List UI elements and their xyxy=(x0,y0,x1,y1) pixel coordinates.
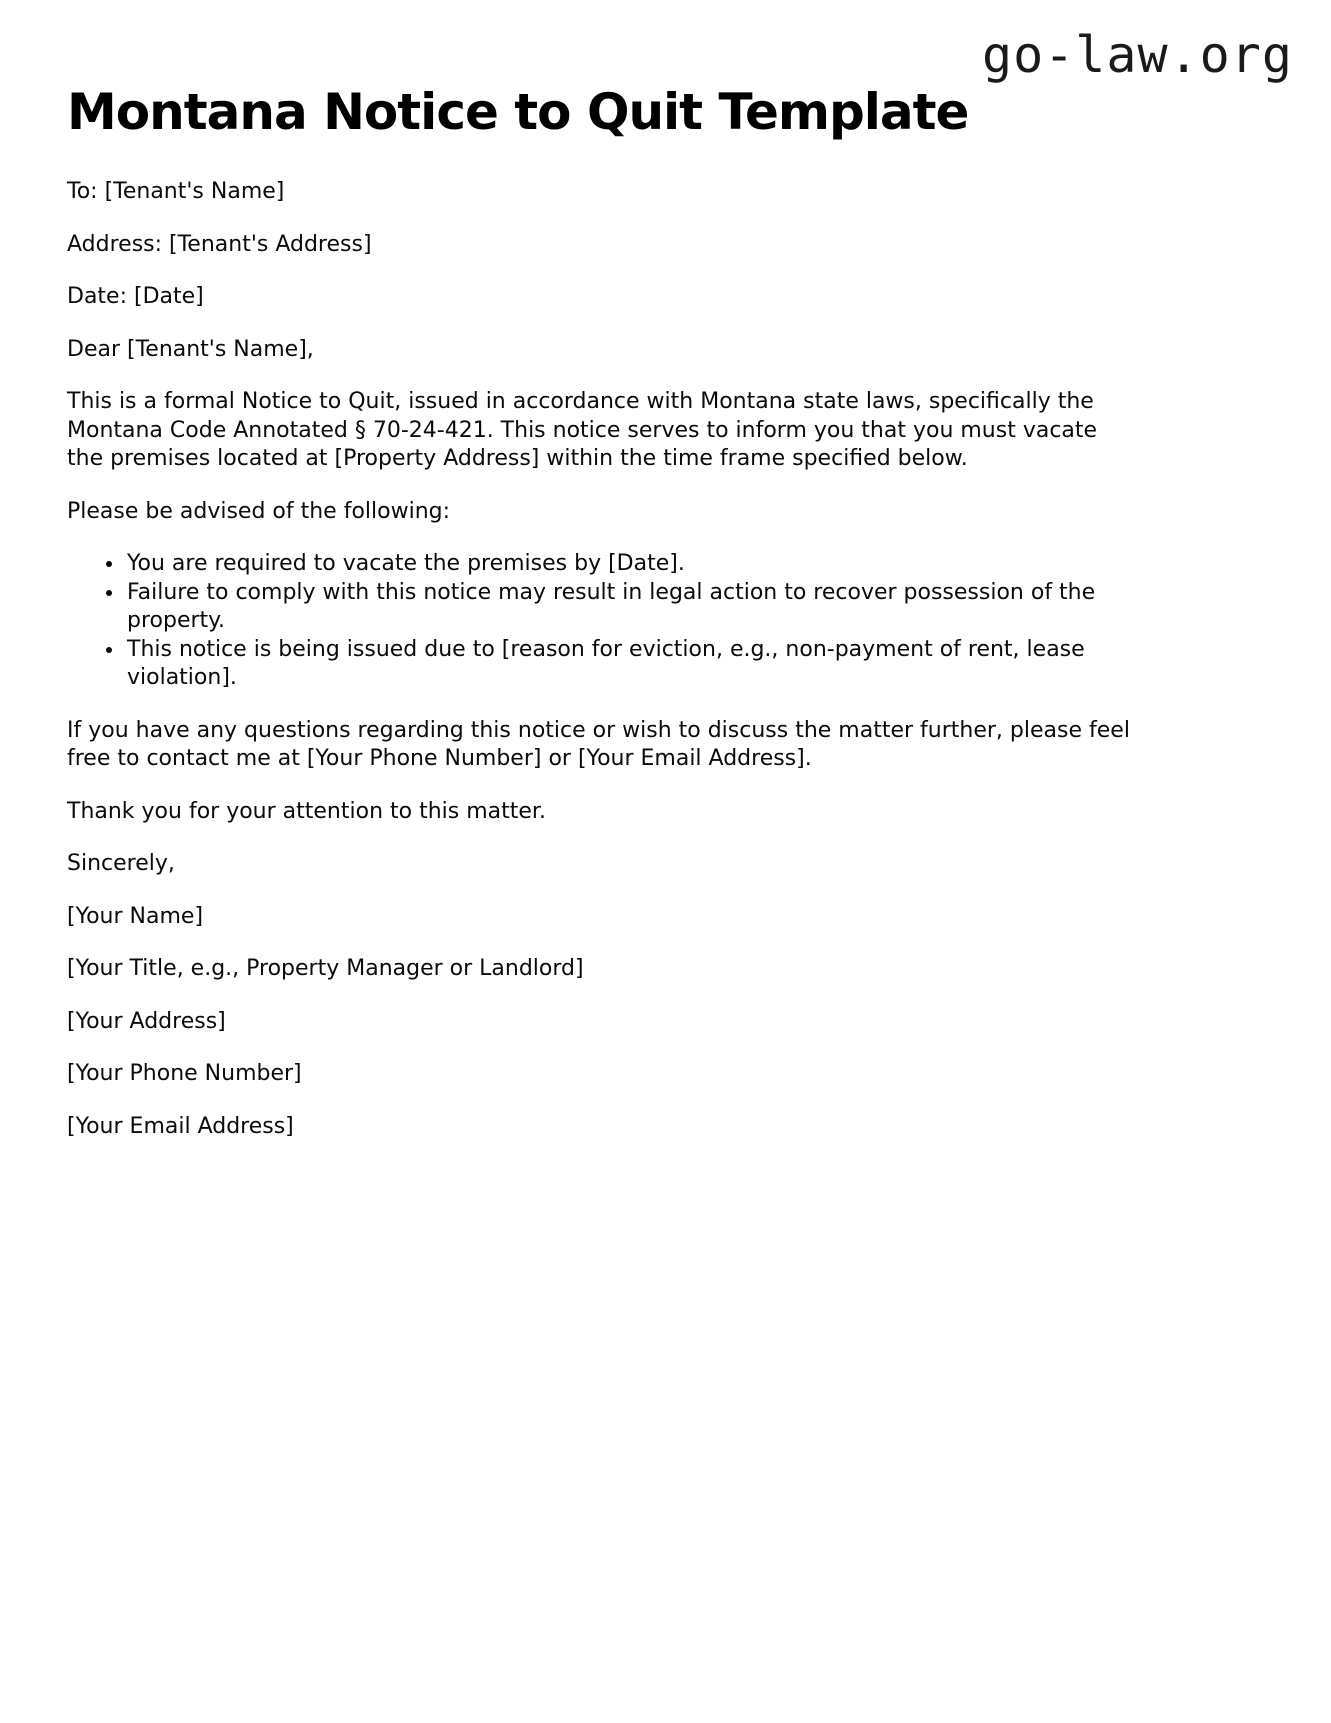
to-line: To: [Tenant's Name] xyxy=(67,179,285,204)
signature-address-line: [Your Address] xyxy=(67,1008,226,1034)
date-line: Date: [Date] xyxy=(67,284,204,309)
bullet-item: • You are required to vacate the premises by [Date]. xyxy=(125,550,1137,579)
signature-email-line: [Your Email Address] xyxy=(67,1113,294,1139)
salutation-line: Dear [Tenant's Name], xyxy=(67,336,314,362)
signature-phone-line: [Your Phone Number] xyxy=(67,1061,302,1086)
intro-paragraph: This is a formal Notice to Quit, issued in accordance with Montana state laws, specifically the Montana Code Annotated § 70-24-421. This notice serves to inform you that you must vacate the premises located at [Property Address] within the time frame specified below. xyxy=(67,389,1098,471)
thanks-line: Thank you for your attention to this matter. xyxy=(67,798,546,824)
closing-line: Sincerely, xyxy=(67,851,175,876)
signature-title-line: [Your Title, e.g., Property Manager or Landlord] xyxy=(67,956,584,981)
bullet-item: • This notice is being issued due to [reason for eviction, e.g., non-payment of rent, lease violation]. xyxy=(125,636,1137,693)
address-line: Address: [Tenant's Address] xyxy=(67,231,372,257)
page-title: Montana Notice to Quit Template xyxy=(67,83,969,141)
contact-paragraph: If you have any questions regarding this notice or wish to discuss the matter further, please feel free to contact me at [Your Phone Number] or [Your Email Address]. xyxy=(67,717,1130,771)
signature-name-line: [Your Name] xyxy=(67,903,204,929)
advisory-intro-line: Please be advised of the following: xyxy=(67,498,451,524)
bullet-item: • Failure to comply with this notice may result in legal action to recover possession of the property. xyxy=(125,579,1137,636)
site-watermark: go-law.org xyxy=(981,26,1293,84)
advisory-bullet-list xyxy=(67,550,1137,693)
letter-body xyxy=(67,84,1137,1165)
